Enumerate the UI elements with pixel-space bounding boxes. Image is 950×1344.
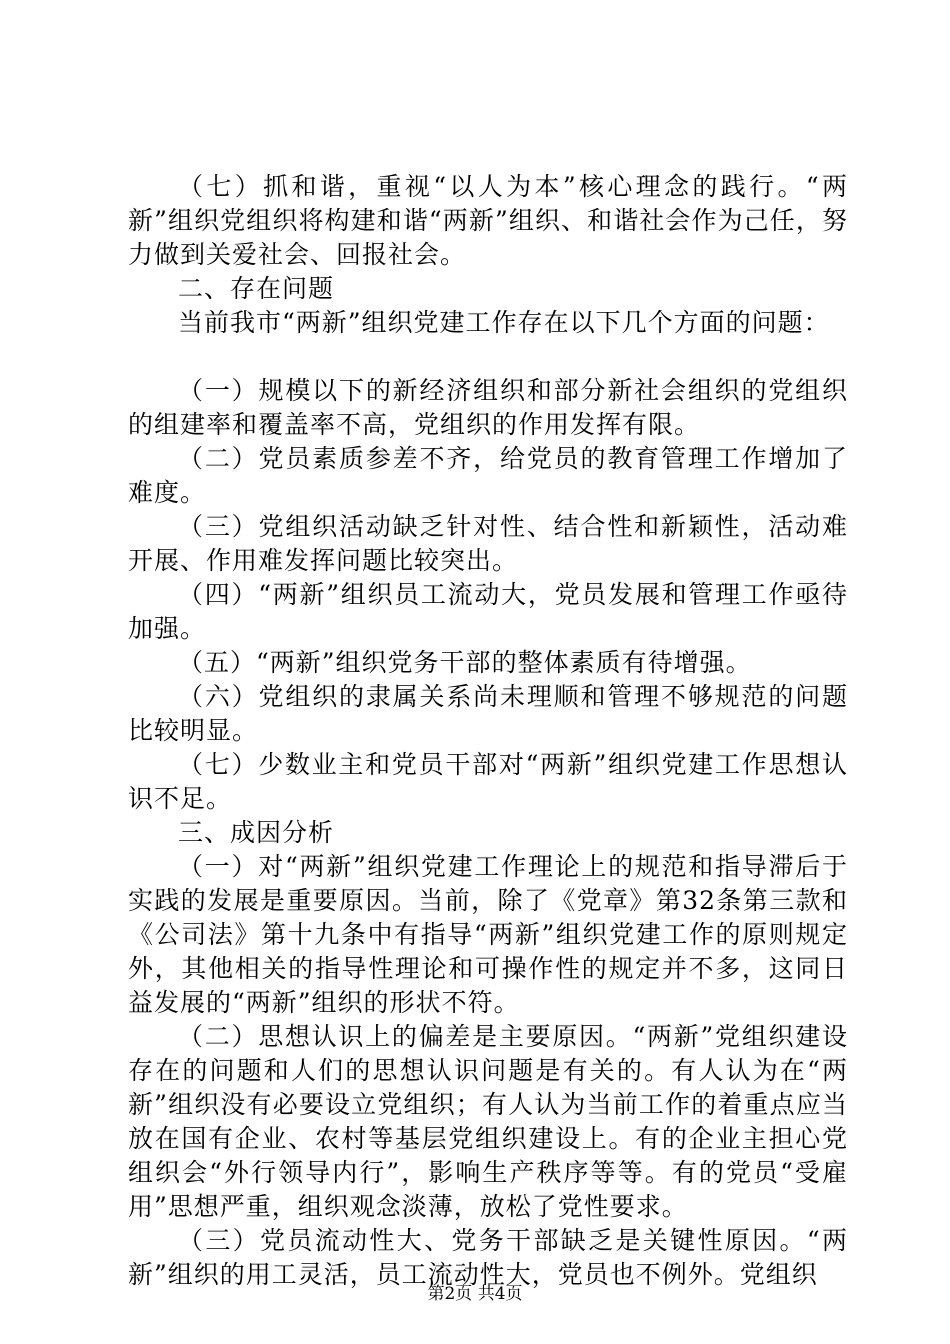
cause-item-3: （三）党员流动性大、党务干部缺乏是关键性原因。“两新”组织的用工灵活，员工流动性大，党员也不例外。党组织 bbox=[128, 1226, 848, 1289]
problem-item-7: （七）少数业主和党员干部对“两新”组织党建工作思想认识不足。 bbox=[128, 750, 848, 813]
cause-item-1: （一）对“两新”组织党建工作理论上的规范和指导滞后于实践的发展是重要原因。当前，除了《党章》第32条第三款和《公司法》第十九条中有指导“两新”组织党建工作的原则规定外，其他相关的指导性理论和可操作性的规定并不多，这同日益发展的“两新”组织的形状不符。 bbox=[128, 852, 848, 1017]
section-heading-causes: 三、成因分析 bbox=[178, 818, 335, 847]
problem-item-4: （四）“两新”组织员工流动大，党员发展和管理工作亟待加强。 bbox=[128, 580, 848, 643]
document-body bbox=[128, 170, 848, 1292]
section-heading-problems: 二、存在问题 bbox=[178, 274, 335, 303]
page-number-label: 第2页 共4页 bbox=[427, 1284, 523, 1304]
problem-item-5: （五）“两新”组织党务干部的整体素质有待增强。 bbox=[178, 648, 752, 677]
problem-item-1: （一）规模以下的新经济组织和部分新社会组织的党组织的组建率和覆盖率不高，党组织的作用发挥有限。 bbox=[128, 376, 848, 439]
problem-item-6: （六）党组织的隶属关系尚未理顺和管理不够规范的问题比较明显。 bbox=[128, 682, 848, 745]
page-footer bbox=[0, 1282, 950, 1306]
problem-item-2: （二）党员素质参差不齐，给党员的教育管理工作增加了难度。 bbox=[128, 444, 848, 507]
cause-item-2: （二）思想认识上的偏差是主要原因。“两新”党组织建设存在的问题和人们的思想认识问题是有关的。有人认为在“两新”组织没有必要设立党组织；有人认为当前工作的着重点应当放在国有企业、农村等基层党组织建设上。有的企业主担心党组织会“外行领导内行”，影响生产秩序等等。有的党员“受雇用”思想严重，组织观念淡薄，放松了党性要求。 bbox=[128, 1022, 848, 1221]
paragraph-harmony: （七）抓和谐，重视“以人为本”核心理念的践行。“两新”组织党组织将构建和谐“两新”组织、和谐社会作为己任，努力做到关爱社会、回报社会。 bbox=[128, 172, 848, 269]
paragraph-problems-intro: 当前我市“两新”组织党建工作存在以下几个方面的问题： bbox=[178, 308, 830, 337]
problem-item-3: （三）党组织活动缺乏针对性、结合性和新颖性，活动难开展、作用难发挥问题比较突出。 bbox=[128, 512, 848, 575]
